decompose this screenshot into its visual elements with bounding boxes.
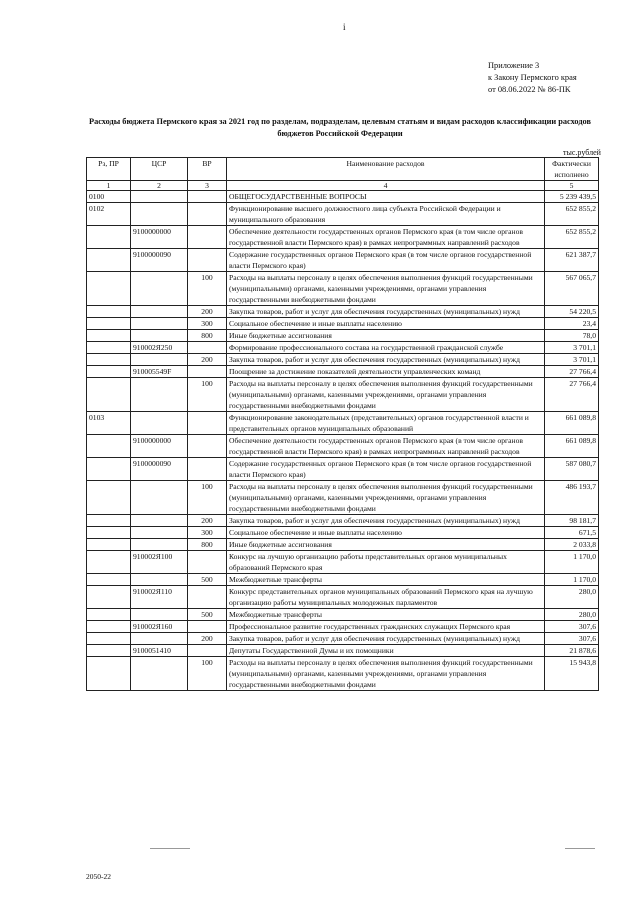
cell-csr	[131, 203, 188, 226]
cell-name: Закупка товаров, работ и услуг для обеспечения государственных (муниципальных) нужд	[227, 306, 545, 318]
cell-sum: 98 181,7	[545, 515, 599, 527]
cell-vr	[188, 203, 227, 226]
cell-csr: 910005549F	[131, 366, 188, 378]
cell-name: Расходы на выплаты персоналу в целях обеспечения выполнения функций государственными (муниципальными) органами, казенными учреждениями, органами управления государственными внебюджетными фондами	[227, 378, 545, 412]
cell-rz	[87, 226, 131, 249]
table-row	[87, 330, 599, 342]
cell-sum: 567 065,7	[545, 272, 599, 306]
cell-sum: 1 170,0	[545, 574, 599, 586]
table-row	[87, 378, 599, 412]
cell-rz	[87, 330, 131, 342]
appendix-line: от 08.06.2022 № 86-ПК	[488, 85, 571, 94]
cell-name: ОБЩЕГОСУДАРСТВЕННЫЕ ВОПРОСЫ	[227, 191, 545, 203]
cell-vr: 800	[188, 330, 227, 342]
cell-vr	[188, 645, 227, 657]
table-row	[87, 621, 599, 633]
cell-csr	[131, 330, 188, 342]
cell-sum: 280,0	[545, 609, 599, 621]
cell-vr	[188, 458, 227, 481]
cell-vr	[188, 551, 227, 574]
document-title: Расходы бюджета Пермского края за 2021 год по разделам, подразделам, целевым статьям и видам расходов классификации расходов бюджетов Российской Федерации	[89, 117, 591, 138]
cell-sum: 3 701,1	[545, 354, 599, 366]
cell-csr	[131, 539, 188, 551]
column-number: 3	[188, 181, 227, 191]
cell-csr: 9100000000	[131, 226, 188, 249]
cell-name: Закупка товаров, работ и услуг для обеспечения государственных (муниципальных) нужд	[227, 633, 545, 645]
table-row	[87, 574, 599, 586]
cell-name: Содержание государственных органов Пермского края (в том числе органов государственной власти Пермского края)	[227, 458, 545, 481]
table-row	[87, 354, 599, 366]
cell-rz	[87, 574, 131, 586]
footer-code: 2050-22	[86, 872, 111, 881]
cell-name: Обеспечение деятельности государственных органов Пермского края (в том числе органов государственной власти Пермского края) в рамках непрограммных направлений расходов	[227, 435, 545, 458]
header-name: Наименование расходов	[227, 158, 545, 181]
cell-name: Формирование профессионального состава на государственной гражданской службе	[227, 342, 545, 354]
cell-sum: 661 089,8	[545, 412, 599, 435]
table-row	[87, 306, 599, 318]
budget-table	[86, 157, 599, 691]
cell-rz	[87, 272, 131, 306]
table-row	[87, 318, 599, 330]
cell-csr: 910002Я250	[131, 342, 188, 354]
cell-csr	[131, 515, 188, 527]
cell-vr: 100	[188, 481, 227, 515]
table-row	[87, 481, 599, 515]
cell-csr	[131, 574, 188, 586]
cell-sum: 307,6	[545, 633, 599, 645]
cell-vr: 500	[188, 609, 227, 621]
cell-vr: 300	[188, 318, 227, 330]
cell-rz	[87, 645, 131, 657]
cell-csr: 9100000090	[131, 458, 188, 481]
cell-rz	[87, 527, 131, 539]
divider	[565, 848, 595, 849]
cell-sum: 486 193,7	[545, 481, 599, 515]
cell-vr: 800	[188, 539, 227, 551]
cell-vr	[188, 342, 227, 354]
cell-csr	[131, 633, 188, 645]
cell-name: Конкурс на лучшую организацию работы представительных органов муниципальных образований Пермского края	[227, 551, 545, 574]
cell-name: Расходы на выплаты персоналу в целях обеспечения выполнения функций государственными (муниципальными) органами, казенными учреждениями, органами управления государственными внебюджетными фондами	[227, 657, 545, 691]
cell-rz: 0100	[87, 191, 131, 203]
cell-name: Конкурс представительных органов муниципальных образований Пермского края на лучшую организацию работы муниципальных молодежных парламентов	[227, 586, 545, 609]
column-number: 2	[131, 181, 188, 191]
cell-sum: 15 943,8	[545, 657, 599, 691]
cell-rz	[87, 481, 131, 515]
cell-vr: 300	[188, 527, 227, 539]
cell-vr	[188, 621, 227, 633]
cell-rz	[87, 657, 131, 691]
table-row	[87, 342, 599, 354]
cell-rz	[87, 249, 131, 272]
column-number: 4	[227, 181, 545, 191]
cell-csr: 9100000000	[131, 435, 188, 458]
appendix-line: Приложение 3	[488, 61, 540, 70]
column-number-row	[87, 181, 599, 191]
header-rz: Рз, ПР	[87, 158, 131, 181]
cell-sum: 280,0	[545, 586, 599, 609]
cell-rz	[87, 539, 131, 551]
cell-csr	[131, 191, 188, 203]
table-row	[87, 539, 599, 551]
cell-vr: 100	[188, 272, 227, 306]
table-row	[87, 249, 599, 272]
appendix-line: к Закону Пермского края	[488, 73, 577, 82]
cell-name: Межбюджетные трансферты	[227, 609, 545, 621]
column-number: 1	[87, 181, 131, 191]
table-row	[87, 412, 599, 435]
cell-name: Депутаты Государственной Думы и их помощники	[227, 645, 545, 657]
table-row	[87, 633, 599, 645]
cell-sum: 587 080,7	[545, 458, 599, 481]
cell-vr: 200	[188, 633, 227, 645]
cell-name: Иные бюджетные ассигнования	[227, 539, 545, 551]
cell-rz	[87, 515, 131, 527]
cell-name: Профессиональное развитие государственных гражданских служащих Пермского края	[227, 621, 545, 633]
cell-vr	[188, 226, 227, 249]
cell-name: Функционирование законодательных (представительных) органов государственной власти и представительных органов муниципальных образований	[227, 412, 545, 435]
cell-csr	[131, 657, 188, 691]
cell-sum: 652 855,2	[545, 226, 599, 249]
table-row	[87, 203, 599, 226]
cell-sum: 27 766,4	[545, 366, 599, 378]
cell-csr: 9100000090	[131, 249, 188, 272]
cell-sum: 621 387,7	[545, 249, 599, 272]
cell-csr	[131, 527, 188, 539]
cell-rz: 0103	[87, 412, 131, 435]
cell-csr	[131, 306, 188, 318]
cell-vr: 200	[188, 354, 227, 366]
cell-name: Закупка товаров, работ и услуг для обеспечения государственных (муниципальных) нужд	[227, 515, 545, 527]
cell-vr: 100	[188, 657, 227, 691]
cell-sum: 3 701,1	[545, 342, 599, 354]
cell-rz	[87, 342, 131, 354]
cell-name: Обеспечение деятельности государственных органов Пермского края (в том числе органов государственной власти Пермского края) в рамках непрограммных направлений расходов	[227, 226, 545, 249]
units-label: тыс.рублей	[563, 148, 601, 157]
cell-sum: 671,5	[545, 527, 599, 539]
cell-sum: 2 033,8	[545, 539, 599, 551]
table-row	[87, 551, 599, 574]
table-row	[87, 191, 599, 203]
header-vr: ВР	[188, 158, 227, 181]
table-row	[87, 435, 599, 458]
cell-csr	[131, 481, 188, 515]
cell-name: Функционирование высшего должностного лица субъекта Российской Федерации и муниципального образования	[227, 203, 545, 226]
table-row	[87, 515, 599, 527]
column-number: 5	[545, 181, 599, 191]
cell-rz	[87, 458, 131, 481]
table-row	[87, 458, 599, 481]
cell-sum: 1 170,0	[545, 551, 599, 574]
cell-name: Содержание государственных органов Пермского края (в том числе органов государственной власти Пермского края)	[227, 249, 545, 272]
cell-rz	[87, 435, 131, 458]
cell-rz	[87, 633, 131, 645]
cell-name: Социальное обеспечение и иные выплаты населению	[227, 318, 545, 330]
cell-vr: 500	[188, 574, 227, 586]
cell-vr	[188, 191, 227, 203]
cell-sum: 78,0	[545, 330, 599, 342]
cell-vr: 200	[188, 515, 227, 527]
cell-name: Поощрение за достижение показателей деятельности управленческих команд	[227, 366, 545, 378]
cell-sum: 23,4	[545, 318, 599, 330]
cell-rz	[87, 366, 131, 378]
cell-csr: 910002Я160	[131, 621, 188, 633]
cell-name: Межбюджетные трансферты	[227, 574, 545, 586]
cell-vr	[188, 366, 227, 378]
cell-csr	[131, 378, 188, 412]
cell-rz	[87, 354, 131, 366]
cell-csr	[131, 609, 188, 621]
cell-vr	[188, 412, 227, 435]
divider	[150, 848, 190, 849]
cell-name: Расходы на выплаты персоналу в целях обеспечения выполнения функций государственными (муниципальными) органами, казенными учреждениями, органами управления государственными внебюджетными фондами	[227, 481, 545, 515]
table-row	[87, 272, 599, 306]
cell-vr: 200	[188, 306, 227, 318]
table-row	[87, 586, 599, 609]
table-row	[87, 609, 599, 621]
cell-csr	[131, 318, 188, 330]
cell-rz	[87, 586, 131, 609]
cell-sum: 21 878,6	[545, 645, 599, 657]
cell-rz	[87, 378, 131, 412]
cell-csr	[131, 272, 188, 306]
table-row	[87, 366, 599, 378]
cell-name: Иные бюджетные ассигнования	[227, 330, 545, 342]
cell-sum: 54 220,5	[545, 306, 599, 318]
cell-csr	[131, 412, 188, 435]
header-row	[87, 158, 599, 181]
table-row	[87, 645, 599, 657]
cell-sum: 5 239 439,5	[545, 191, 599, 203]
cell-csr: 910002Я100	[131, 551, 188, 574]
page-mark: i	[343, 22, 346, 32]
cell-vr	[188, 435, 227, 458]
cell-csr: 9100051410	[131, 645, 188, 657]
table-row	[87, 527, 599, 539]
cell-rz	[87, 609, 131, 621]
cell-name: Закупка товаров, работ и услуг для обеспечения государственных (муниципальных) нужд	[227, 354, 545, 366]
cell-vr	[188, 249, 227, 272]
cell-name: Расходы на выплаты персоналу в целях обеспечения выполнения функций государственными (муниципальными) органами, казенными учреждениями, органами управления государственными внебюджетными фондами	[227, 272, 545, 306]
cell-rz	[87, 551, 131, 574]
cell-rz	[87, 318, 131, 330]
cell-rz	[87, 621, 131, 633]
cell-sum: 661 089,8	[545, 435, 599, 458]
header-csr: ЦСР	[131, 158, 188, 181]
cell-sum: 307,6	[545, 621, 599, 633]
cell-vr: 100	[188, 378, 227, 412]
cell-rz	[87, 306, 131, 318]
table-row	[87, 657, 599, 691]
cell-vr	[188, 586, 227, 609]
cell-name: Социальное обеспечение и иные выплаты населению	[227, 527, 545, 539]
table-body	[87, 191, 599, 691]
table-row	[87, 226, 599, 249]
cell-rz: 0102	[87, 203, 131, 226]
cell-sum: 652 855,2	[545, 203, 599, 226]
header-sum: Фактически исполнено	[545, 158, 599, 181]
cell-csr	[131, 354, 188, 366]
cell-sum: 27 766,4	[545, 378, 599, 412]
appendix-note	[488, 60, 577, 96]
cell-csr: 910002Я110	[131, 586, 188, 609]
